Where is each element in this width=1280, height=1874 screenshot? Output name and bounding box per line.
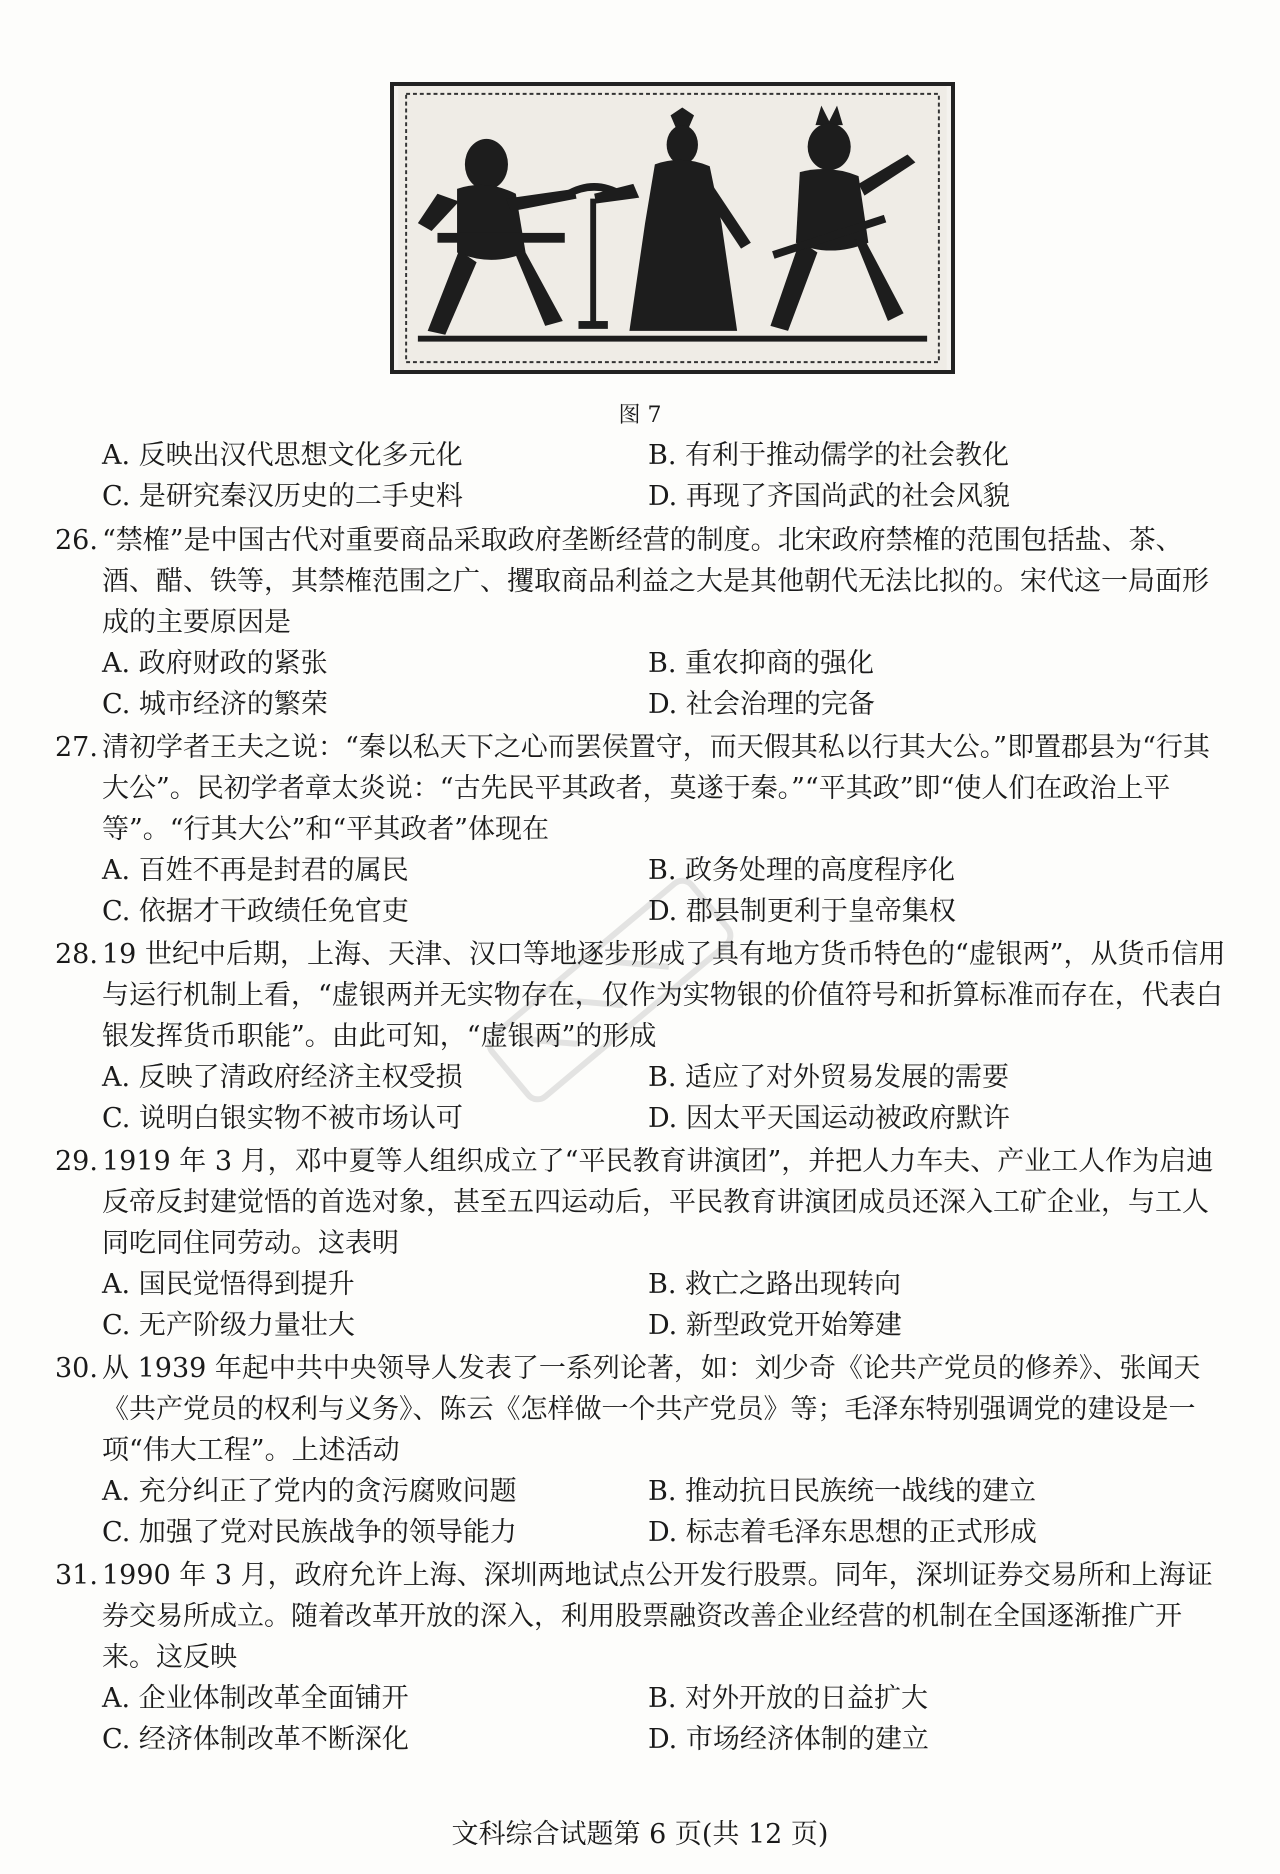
question-27 xyxy=(55,727,1235,932)
question-number: 31. xyxy=(55,1560,98,1591)
option-b[interactable]: B. 政务处理的高度程序化 xyxy=(648,855,956,886)
option-b[interactable]: B. 重农抑商的强化 xyxy=(648,648,875,679)
page-footer: 文科综合试题第 6 页(共 12 页) xyxy=(451,1819,829,1850)
question-stem: 1919 年 3 月，邓中夏等人组织成立了“平民教育讲演团”，并把人力车夫、产业工人作为启迪反帝反封建觉悟的首选对象，甚至五四运动后，平民教育讲演团成员还深入工矿企业，与工人同吃同住同劳动。这表明 xyxy=(102,1146,1214,1259)
question-stem: “禁榷”是中国古代对重要商品采取政府垄断经营的制度。北宋政府禁榷的范围包括盐、茶、酒、醋、铁等，其禁榷范围之广、攫取商品利益之大是其他朝代无法比拟的。宋代这一局面形成的主要原因是 xyxy=(102,525,1209,638)
option-d[interactable]: D. 标志着毛泽东思想的正式形成 xyxy=(648,1517,1037,1548)
option-b[interactable]: B. 有利于推动儒学的社会教化 xyxy=(648,440,1010,471)
question-25-options xyxy=(55,435,1235,517)
option-a[interactable]: A. 反映了清政府经济主权受损 xyxy=(102,1062,463,1093)
option-c[interactable]: C. 无产阶级力量壮大 xyxy=(102,1310,355,1341)
figure-7-illustration xyxy=(390,82,955,374)
question-stem: 从 1939 年起中共中央领导人发表了一系列论著，如：刘少奇《论共产党员的修养》、张闻天《共产党员的权利与义务》、陈云《怎样做一个共产党员》等；毛泽东特别强调党的建设是一项“伟大工程”。上述活动 xyxy=(102,1353,1201,1466)
question-stem: 1990 年 3 月，政府允许上海、深圳两地试点公开发行股票。同年，深圳证券交易所和上海证券交易所成立。随着改革开放的深入，利用股票融资改善企业经营的机制在全国逐渐推广开来。这反映 xyxy=(102,1560,1213,1673)
question-31 xyxy=(55,1555,1235,1760)
option-c[interactable]: C. 依据才干政绩任免官吏 xyxy=(102,896,409,927)
option-b[interactable]: B. 适应了对外贸易发展的需要 xyxy=(648,1062,1010,1093)
question-number: 28. xyxy=(55,939,98,970)
option-a[interactable]: A. 充分纠正了党内的贪污腐败问题 xyxy=(102,1476,517,1507)
option-c[interactable]: C. 经济体制改革不断深化 xyxy=(102,1724,409,1755)
question-stem: 19 世纪中后期，上海、天津、汉口等地逐步形成了具有地方货币特色的“虚银两”，从货币信用与运行机制上看，“虚银两并无实物存在，仅作为实物银的价值符号和折算标准而存在，代表白银发挥货币职能”。由此可知，“虚银两”的形成 xyxy=(102,939,1226,1052)
option-d[interactable]: D. 因太平天国运动被政府默许 xyxy=(648,1103,1010,1134)
option-d[interactable]: D. 新型政党开始筹建 xyxy=(648,1310,902,1341)
option-c[interactable]: C. 加强了党对民族战争的领导能力 xyxy=(102,1517,517,1548)
option-d[interactable]: D. 市场经济体制的建立 xyxy=(648,1724,929,1755)
option-b[interactable]: B. 救亡之路出现转向 xyxy=(648,1269,902,1300)
question-number: 29. xyxy=(55,1146,98,1177)
question-29 xyxy=(55,1141,1235,1346)
option-a[interactable]: A. 企业体制改革全面铺开 xyxy=(102,1683,409,1714)
stone-relief-image xyxy=(394,86,951,370)
option-a[interactable]: A. 反映出汉代思想文化多元化 xyxy=(102,440,463,471)
question-28 xyxy=(55,934,1235,1139)
question-number: 26. xyxy=(55,525,98,556)
option-c[interactable]: C. 说明白银实物不被市场认可 xyxy=(102,1103,463,1134)
option-a[interactable]: A. 政府财政的紧张 xyxy=(102,648,328,679)
option-c[interactable]: C. 是研究秦汉历史的二手史料 xyxy=(102,481,463,512)
option-d[interactable]: D. 再现了齐国尚武的社会风貌 xyxy=(648,481,1010,512)
option-a[interactable]: A. 国民觉悟得到提升 xyxy=(102,1269,355,1300)
option-c[interactable]: C. 城市经济的繁荣 xyxy=(102,689,328,720)
question-number: 30. xyxy=(55,1353,98,1384)
figure-caption: 图 7 xyxy=(618,403,662,428)
option-b[interactable]: B. 推动抗日民族统一战线的建立 xyxy=(648,1476,1037,1507)
question-number: 27. xyxy=(55,732,98,763)
question-30 xyxy=(55,1348,1235,1553)
option-a[interactable]: A. 百姓不再是封君的属民 xyxy=(102,855,409,886)
question-stem: 清初学者王夫之说：“秦以私天下之心而罢侯置守，而天假其私以行其大公。”即置郡县为“行其大公”。民初学者章太炎说：“古先民平其政者，莫遂于秦。”“平其政”即“使人们在政治上平等”。“行其大公”和“平其政者”体现在 xyxy=(102,732,1210,845)
option-d[interactable]: D. 郡县制更利于皇帝集权 xyxy=(648,896,956,927)
question-26 xyxy=(55,520,1235,725)
option-d[interactable]: D. 社会治理的完备 xyxy=(648,689,875,720)
option-b[interactable]: B. 对外开放的日益扩大 xyxy=(648,1683,929,1714)
